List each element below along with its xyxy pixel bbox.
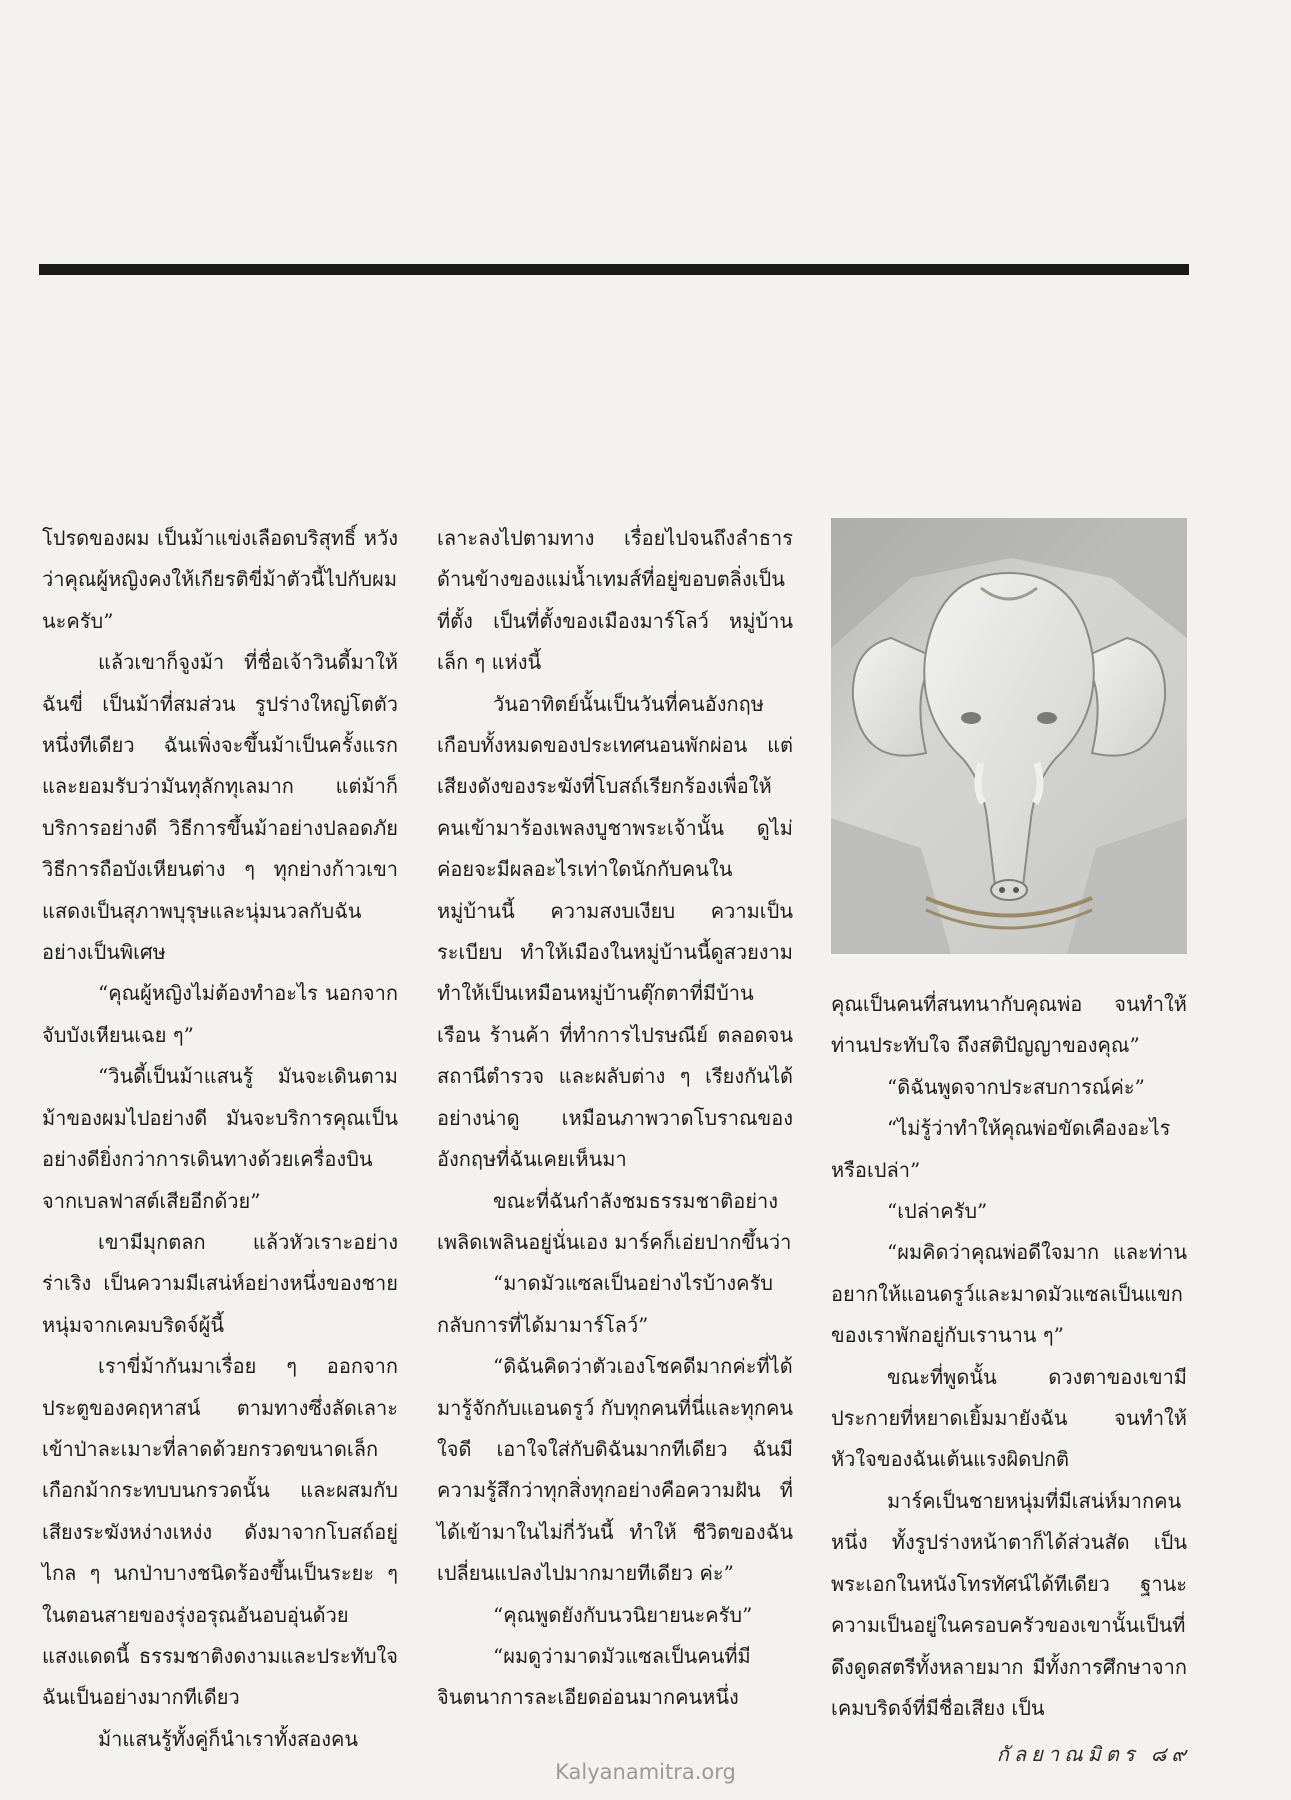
paragraph: คุณเป็นคนที่สนทนากับคุณพ่อ จนทำให้ท่านประทับใจ ถึงสติปัญญาของคุณ” [831, 992, 1187, 1058]
paragraph: ม้าแสนรู้ทั้งคู่ก็นำเราทั้งสองคน [98, 1726, 359, 1751]
paragraph: เลาะลงไปตามทาง เรื่อยไปจนถึงลำธารด้านข้างของแม่น้ำเทมส์ที่อยู่ขอบตลิ่งเป็นที่ตั้ง เป็นที่ตั้งของเมืองมาร์โลว์ หมู่บ้านเล็ก ๆ แห่งนี้ [437, 526, 793, 675]
paragraph: “ผมคิดว่าคุณพ่อดีใจมาก และท่านอยากให้แอนดรูว์และมาดมัวแซลเป็นแขกของเราพักอยู่กับเรานาน ๆ” [831, 1240, 1187, 1348]
paragraph: โปรดของผม เป็นม้าแข่งเลือดบริสุทธิ์ หวังว่าคุณผู้หญิงคงให้เกียรติขี่ม้าตัวนี้ไปกับผมนะครับ” [42, 526, 398, 633]
paragraph: “ดิฉันพูดจากประสบการณ์ค่ะ” [887, 1074, 1145, 1099]
paragraph: “ผมดูว่ามาดมัวแซลเป็นคนที่มีจินตนาการละเอียดอ่อนมากคนหนึ่ง [437, 1643, 751, 1710]
paragraph: ขณะที่ฉันกำลังชมธรรมชาติอย่างเพลิดเพลินอยู่นั่นเอง มาร์คก็เอ่ยปากขึ้นว่า [437, 1188, 792, 1254]
paragraph: แล้วเขาก็จูงม้า ที่ชื่อเจ้าวินดี้มาให้ฉันขี่ เป็นม้าที่สมส่วน รูปร่างใหญ่โตตัวหนึ่งทีเดียว ฉันเพิ่งจะขึ้นม้าเป็นครั้งแรก และยอมรับว่ามันทุลักทุเลมาก แต่ม้าก็บริการอย่างดี วิธีการขึ้นม้าอย่างปลอดภัย วิธีการถือบังเหียนต่าง ๆ ทุกย่างก้าวเขาแสดงเป็นสุภาพบุรุษและนุ่มนวลกับฉันอย่างเป็นพิเศษ [42, 650, 398, 965]
paragraph: มาร์คเป็นชายหนุ่มที่มีเสน่ห์มากคนหนึ่ง ทั้งรูปร่างหน้าตาก็ได้ส่วนสัด เป็นพระเอกในหนังโทรทัศน์ได้ทีเดียว ฐานะความเป็นอยู่ในครอบครัวของเขานั้นเป็นที่ดึงดูดสตรีทั้งหลายมาก มีทั้งการศึกษาจากเคมบริดจ์ที่มีชื่อเสียง เป็น [831, 1488, 1187, 1720]
text-column-left [42, 518, 398, 1760]
paragraph: เขามีมุกตลก แล้วหัวเราะอย่างร่าเริง เป็นความมีเสน่ห์อย่างหนึ่งของชายหนุ่มจากเคมบริดจ์ผู้นี้ [42, 1229, 398, 1337]
page-footer-magazine-page-number: กัลยาณมิตร ๘๙ [996, 1742, 1191, 1766]
elephant-illustration [831, 518, 1187, 954]
text-column-middle [437, 518, 793, 1719]
paragraph: “เปล่าครับ” [887, 1199, 988, 1224]
elephant-head-icon [831, 518, 1187, 954]
section-divider-rule [39, 264, 1189, 275]
paragraph: “คุณพูดยังกับนวนิยายนะครับ” [493, 1602, 753, 1627]
paragraph: เราขี่ม้ากันมาเรื่อย ๆ ออกจากประตูของคฤหาสน์ ตามทางซึ่งลัดเลาะเข้าป่าละเมาะที่ลาดด้วยกรวดขนาดเล็ก เกือกม้ากระทบบนกรวดนั้น และผสมกับเสียงระฆังหง่างเหง่ง ดังมาจากโบสถ์อยู่ไกล ๆ นกป่าบางชนิดร้องขึ้นเป็นระยะ ๆ ในตอนสายของรุ่งอรุณอันอบอุ่นด้วยแสงแดดนี้ ธรรมชาติงดงามและประทับใจฉันเป็นอย่างมากทีเดียว [42, 1354, 398, 1710]
watermark: Kalyanamitra.org [555, 1760, 736, 1784]
paragraph: ขณะที่พูดนั้น ดวงตาของเขามีประกายที่หยาดเยิ้มมายังฉัน จนทำให้หัวใจของฉันเต้นแรงผิดปกติ [831, 1364, 1187, 1472]
paragraph: วันอาทิตย์นั้นเป็นวันที่คนอังกฤษเกือบทั้งหมดของประเทศนอนพักผ่อน แต่เสียงดังของระฆังที่โบสถ์เรียกร้องเพื่อให้คนเข้ามาร้องเพลงบูชาพระเจ้านั้น ดูไม่ค่อยจะมีผลอะไรเท่าใดนักกับคนในหมู่บ้านนี้ ความสงบเงียบ ความเป็นระเบียบ ทำให้เมืองในหมู่บ้านนี้ดูสวยงาม ทำให้เป็นเหมือนหมู่บ้านตุ๊กตาที่มีบ้านเรือน ร้านค้า ที่ทำการไปรษณีย์ ตลอดจนสถานีตำรวจ และผลับต่าง ๆ เรียงกันได้อย่างน่าดู เหมือนภาพวาดโบราณของอังกฤษที่ฉันเคยเห็นมา [437, 691, 793, 1172]
paragraph: “ไม่รู้ว่าทำให้คุณพ่อขัดเคืองอะไรหรือเปล่า” [831, 1116, 1171, 1182]
text-column-right [831, 984, 1187, 1729]
paragraph: “คุณผู้หญิงไม่ต้องทำอะไร นอกจากจับบังเหียนเฉย ๆ” [42, 981, 398, 1047]
paragraph: “มาดมัวแซลเป็นอย่างไรบ้างครับกลับการที่ได้มามาร์โลว์” [437, 1271, 773, 1337]
paragraph: “วินดี้เป็นม้าแสนรู้ มันจะเดินตามม้าของผมไปอย่างดี มันจะบริการคุณเป็นอย่างดียิ่งกว่าการเดินทางด้วยเครื่องบิน จากเบลฟาสต์เสียอีกด้วย” [42, 1064, 398, 1213]
paragraph: “ดิฉันคิดว่าตัวเองโชคดีมากค่ะที่ได้มารู้จักกับแอนดรูว์ กับทุกคนที่นี่และทุกคนใจดี เอาใจใส่กับดิฉันมากทีเดียว ฉันมีความรู้สึกว่าทุกสิ่งทุกอย่างคือความฝัน ที่ได้เข้ามาในไม่กี่วันนี้ ทำให้ ชีวิตของฉันเปลี่ยนแปลงไปมากมายทีเดียว ค่ะ” [437, 1354, 793, 1586]
